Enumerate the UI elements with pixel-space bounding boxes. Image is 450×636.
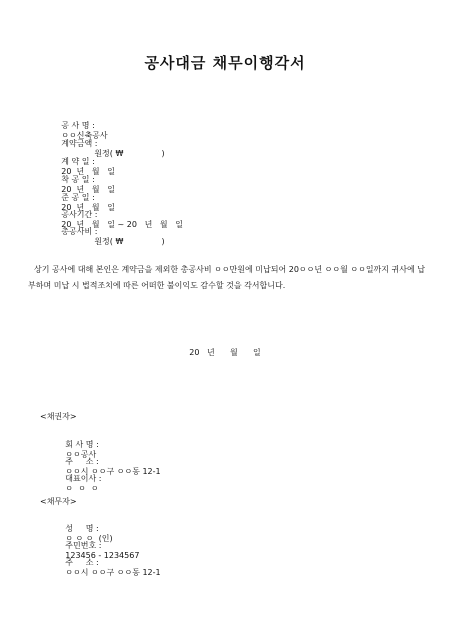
field-value: 원정( ₩ ) (61, 149, 165, 158)
field-label: 착 공 일 : (61, 175, 95, 184)
signing-date: 20 년 월 일 (189, 348, 261, 357)
field-value: 20 년 월 일 (61, 167, 115, 176)
field-label: 주 소 : (65, 457, 99, 466)
field-value: 20 년 월 일 ~ 20 년 월 일 (61, 220, 184, 229)
field-label: 회 사 명 : (65, 440, 99, 449)
field-label: 공사기간 : (61, 210, 98, 219)
field-value: 123456 - 1234567 (65, 551, 140, 560)
field-value: ㅇ ㅇ ㅇ (인) (65, 534, 113, 543)
pledge-statement: 상기 공사에 대해 본인은 계약금을 제외한 총공사비 ㅇㅇ만원에 미납되어 20ㅇㅇ년 ㅇㅇ월 ㅇㅇ일까지 귀사에 납부하며 미납 시 법적조치에 따른 어떠한 불이익도 감수할 것을 각서합니다. (28, 265, 425, 290)
field-value: ㅇㅇ공사 (65, 450, 97, 459)
debtor-row-address (50, 548, 161, 588)
field-label: 계약금액 : (61, 139, 98, 148)
field-label: 총공사비 : (61, 227, 98, 236)
debtor-heading: <채무자> (40, 497, 77, 506)
field-label: 준 공 일 : (61, 193, 95, 202)
field-label: 대표이사 : (65, 474, 102, 483)
creditor-heading: <채권자> (40, 412, 77, 421)
field-value: ㅇㅇ신축공사 (61, 131, 108, 140)
field-label: 주 소 : (65, 558, 99, 567)
field-value: ㅇㅇ시 ㅇㅇ구 ㅇㅇ동 12-1 (65, 467, 161, 476)
field-value: 원정( ₩ ) (61, 237, 165, 246)
field-label: 성 명 : (65, 524, 99, 533)
contract-row-total-cost (46, 217, 165, 257)
field-value: 20 년 월 일 (61, 203, 115, 212)
field-label: 주민번호 : (65, 541, 102, 550)
field-value: ㅇ ㅇ ㅇ (65, 484, 99, 493)
document-title: 공사대금 채무이행각서 (144, 54, 306, 72)
field-value: ㅇㅇ시 ㅇㅇ구 ㅇㅇ동 12-1 (65, 568, 161, 577)
field-value: 20 년 월 일 (61, 185, 115, 194)
field-label: 공 사 명 : (61, 121, 95, 130)
field-label: 계 약 일 : (61, 157, 95, 166)
